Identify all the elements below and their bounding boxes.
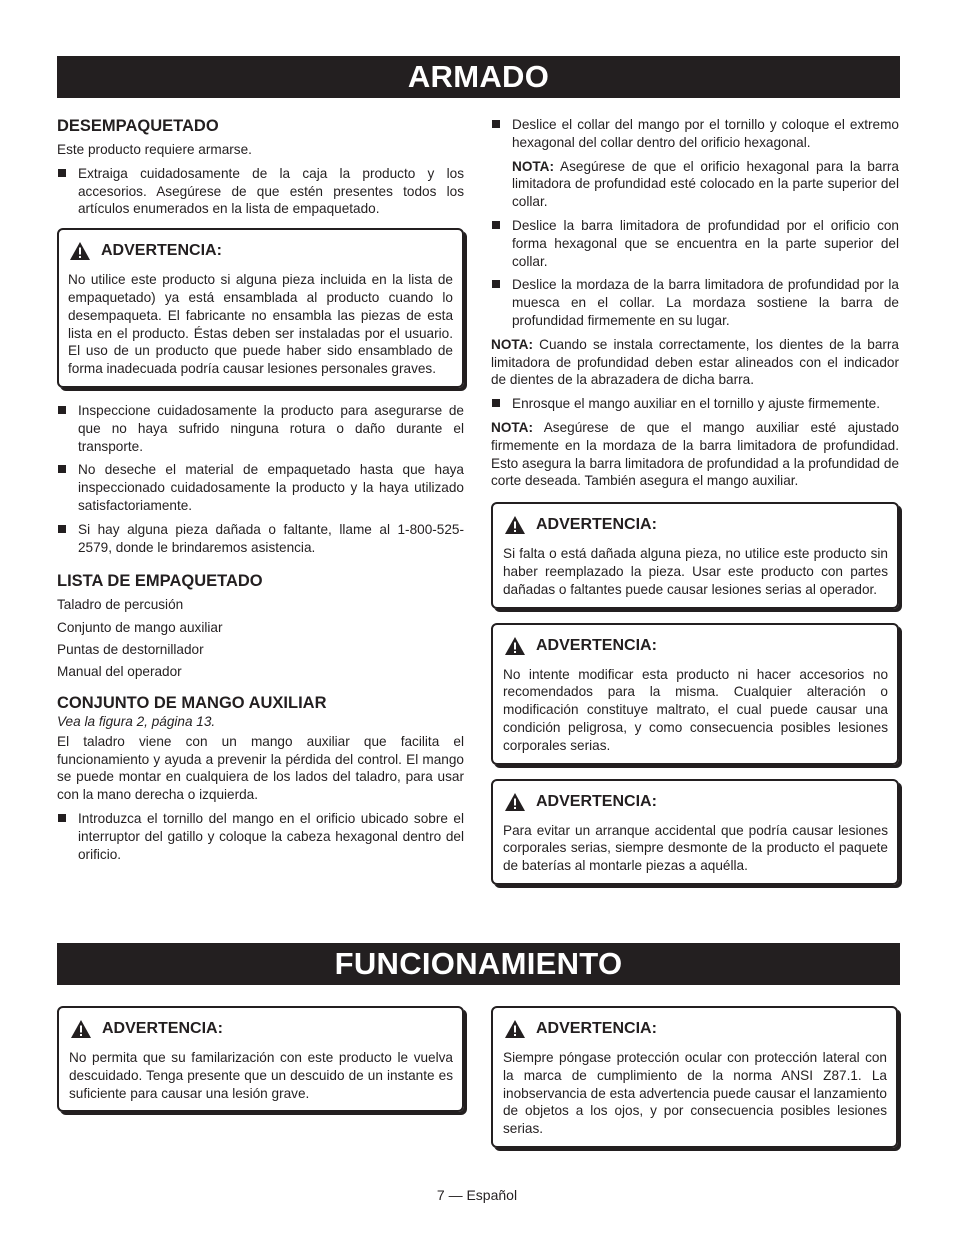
warning-header — [503, 791, 888, 813]
list-item: No deseche el material de empaquetado hasta que haya inspeccionado cuidadosamente la producto y la haya utilizado satisfactoriamente. — [57, 461, 464, 514]
list-item: Puntas de destornillador — [57, 641, 204, 657]
desempaquetado-heading: DESEMPAQUETADO — [57, 117, 219, 135]
square-bullet-icon — [492, 399, 500, 407]
warning-text: No permita que su familarización con este producto le vuelva descuidado. Tenga presente que un descuido de un instante es suficiente para causar una lesión grave. — [69, 1050, 453, 1101]
warning-header — [503, 635, 888, 657]
list-item: Manual del operador — [57, 664, 182, 680]
warning-box-accidental-start — [491, 779, 899, 885]
warning-triangle-icon — [504, 1019, 526, 1039]
warning-box-unpacking — [57, 228, 464, 388]
funcionamiento-banner: FUNCIONAMIENTO — [57, 943, 900, 985]
warning-triangle-icon — [504, 515, 526, 535]
warning-triangle-icon — [504, 792, 526, 812]
warning-text: No utilice este producto si alguna pieza incluida en la lista de empaquetado) ya está ensamblada al producto cuando lo desempaqueta. El fabricante no ensambla las piezas de esta lista en el producto. Éstas deben ser instaladas por el usuario. El uso de un producto que puede haber sido ensamblado de forma inadecuada podría causar lesiones personales graves. — [68, 272, 453, 377]
warning-title: ADVERTENCIA: — [102, 1020, 223, 1037]
warning-header — [68, 240, 453, 262]
desempaquetado-list-2 — [57, 402, 464, 556]
warning-text: Para evitar un arranque accidental que podría causar lesiones corporales serias, siempre desmonte de la producto el paquete de baterías al montarle piezas a aquélla. — [503, 822, 888, 874]
warning-header — [503, 1018, 887, 1040]
warning-header — [69, 1018, 453, 1040]
list-item: Deslice la mordaza de la barra limitadora de profundidad por la muesca en el collar. La mordaza sostiene la barra de profundidad firmemente en su lugar. — [491, 276, 899, 329]
warning-header — [503, 514, 888, 536]
warning-triangle-icon — [69, 241, 91, 261]
assembly-list-2 — [491, 217, 899, 330]
list-item: Introduzca el tornillo del mango en el orificio ubicado sobre el interruptor del gatillo y coloque la cabeza hexagonal dentro del orificio. — [57, 810, 464, 863]
warning-title: ADVERTENCIA: — [536, 516, 657, 534]
square-bullet-icon — [492, 120, 500, 128]
warning-triangle-icon — [504, 636, 526, 656]
desempaquetado-intro: Este producto requiere armarse. — [57, 142, 252, 157]
warning-title: ADVERTENCIA: — [536, 636, 657, 654]
lista-heading: LISTA DE EMPAQUETADO — [57, 572, 263, 591]
list-item: Taladro de percusión — [57, 597, 184, 613]
left-column — [57, 116, 464, 869]
warning-text: Siempre póngase protección ocular con protección lateral con la marca de cumplimiento de la norma ANSI Z87.1. La inobservancia de esta advertencia puede causar el lanzamiento de objetos a los ojos, y por consecuencia posibles lesiones serias. — [503, 1050, 887, 1137]
note-1: NOTA: Asegúrese de que el orificio hexagonal para la barra limitadora de profundidad esté colocado en la parte superior del collar. — [512, 158, 899, 210]
right-column — [491, 116, 899, 885]
list-item: Deslice la barra limitadora de profundidad por el orificio con forma hexagonal que se encuentra en la parte superior del collar. — [491, 217, 899, 270]
list-item: Deslice el collar del mango por el tornillo y coloque el extremo hexagonal del collar dentro del orificio hexagonal. — [491, 116, 899, 152]
list-item: Extraiga cuidadosamente de la caja la producto y los accesorios. Asegúrese de que estén presentes todos los artículos enumerados en la lista de empaquetado. — [57, 165, 464, 218]
square-bullet-icon — [58, 169, 66, 177]
conjunto-text: El taladro viene con un mango auxiliar que facilita el funcionamiento y ayuda a prevenir la pérdida del control. El mango se puede montar en cualquiera de los lados del taladro, para usar con la mano derecha o izquierda. — [57, 733, 464, 803]
warning-box-eye-protection — [491, 1006, 898, 1148]
square-bullet-icon — [58, 465, 66, 473]
warning-text: Si falta o está dañada alguna pieza, no utilice este producto sin haber reemplazado la pieza. Usar este producto con partes dañadas o faltantes puede causar lesiones serias al operador. — [503, 546, 888, 597]
conjunto-list — [57, 810, 464, 863]
warning-box-familiarization — [57, 1006, 464, 1112]
assembly-list-3 — [491, 395, 899, 413]
list-item: Inspeccione cuidadosamente la producto para asegurarse de que no haya sufrido ninguna rotura o daño durante el transporte. — [57, 402, 464, 455]
warning-title: ADVERTENCIA: — [536, 792, 657, 810]
square-bullet-icon — [58, 814, 66, 822]
desempaquetado-list-1 — [57, 165, 464, 218]
list-item: Si hay alguna pieza dañada o faltante, llame al 1-800-525-2579, donde le brindaremos asistencia. — [57, 521, 464, 557]
list-item: Conjunto de mango auxiliar — [57, 619, 223, 635]
square-bullet-icon — [58, 406, 66, 414]
square-bullet-icon — [58, 525, 66, 533]
square-bullet-icon — [492, 280, 500, 288]
warning-triangle-icon — [70, 1019, 92, 1039]
armado-banner: ARMADO — [57, 56, 900, 98]
note-2: NOTA: Cuando se instala correctamente, los dientes de la barra limitadora de profundidad deben estar alineados con el indicador de dientes de la abrazadera de dicha barra. — [491, 336, 899, 388]
assembly-list-1 — [491, 116, 899, 152]
square-bullet-icon — [492, 221, 500, 229]
warning-text: No intente modificar esta producto ni hacer accesorios no recomendados para la misma. Cualquier alteración o modificación constituye maltrato, el cual puede causar una condición peligrosa, y como consecuencia posibles lesiones corporales serias. — [503, 666, 888, 753]
page-footer: 7 — Español — [436, 1187, 518, 1203]
figure-reference: Vea la figura 2, página 13. — [57, 714, 216, 730]
warning-box-modification — [491, 623, 899, 765]
warning-title: ADVERTENCIA: — [536, 1020, 657, 1037]
warning-title: ADVERTENCIA: — [101, 242, 222, 260]
list-item: Enrosque el mango auxiliar en el tornillo y ajuste firmemente. — [491, 395, 899, 413]
packing-list — [57, 596, 464, 681]
warning-box-missing-parts — [491, 502, 899, 608]
note-3: NOTA: Asegúrese de que el mango auxiliar esté ajustado firmemente en la mordaza de la barra limitadora de profundidad. Esto asegura la barra limitadora de profundidad a la profundidad de corte deseada. También asegura el mango auxiliar. — [491, 419, 899, 489]
conjunto-heading: CONJUNTO DE MANGO AUXILIAR — [57, 694, 327, 713]
